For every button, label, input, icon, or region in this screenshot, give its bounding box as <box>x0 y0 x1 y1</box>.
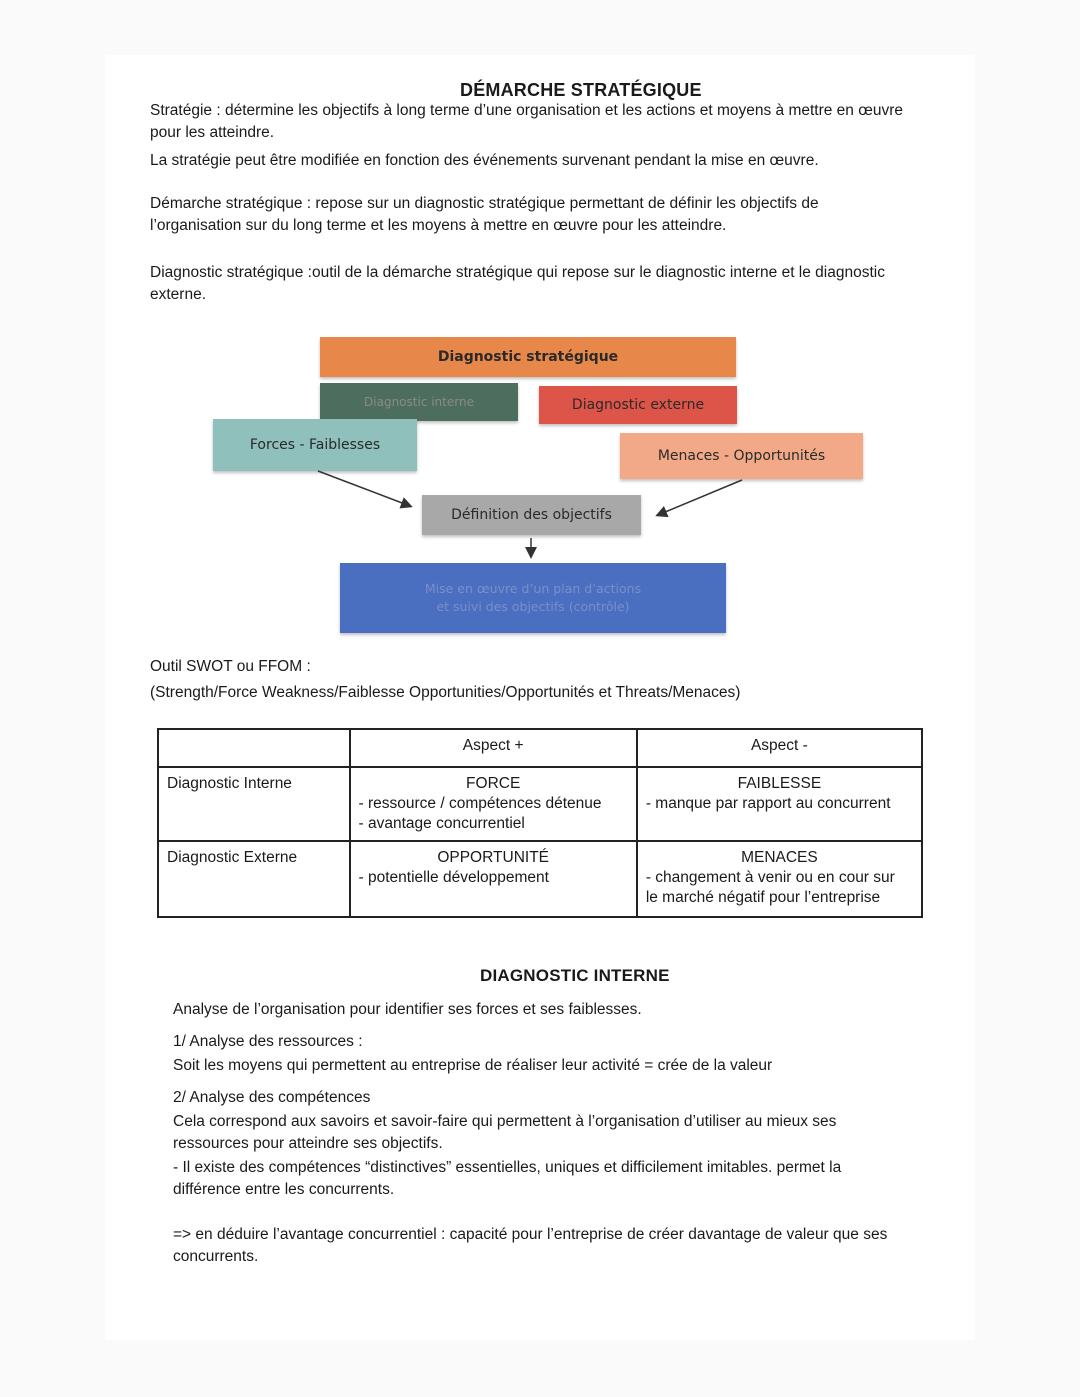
table-row <box>158 729 922 767</box>
swot-subtitle: (Strength/Force Weakness/Faiblesse Opportunities/Opportunités et Threats/Menaces) <box>150 684 741 701</box>
demarche-text: : repose sur un diagnostic stratégique permettant de définir les objectifs de l’organisation sur du long terme et les moyens à mettre en œuvre pour les atteindre. <box>150 195 819 234</box>
cell-faiblesse <box>637 767 922 841</box>
demarche-term: Démarche stratégique <box>150 195 303 212</box>
skills-heading: 2/ Analyse des compétences <box>173 1089 371 1106</box>
force-line2: - avantage concurrentiel <box>358 815 525 832</box>
row-label-internal: Diagnostic Interne <box>158 767 350 841</box>
resources-heading: 1/ Analyse des ressources : <box>173 1033 363 1050</box>
faiblesse-title: FAIBLESSE <box>737 775 822 792</box>
opportunite-line1: - potentielle développement <box>358 869 549 886</box>
arrow-strengths-to-objectives <box>318 471 410 506</box>
menaces-line2: le marché négatif pour l’entreprise <box>645 889 881 906</box>
diagram-box-internal-diagnosis: Diagnostic interne <box>320 383 518 421</box>
strategie-line2: La stratégie peut être modifiée en fonction des événements survenant pendant la mise en œuvre. <box>150 152 819 169</box>
diagram-box-strengths-weaknesses: Forces - Faiblesses <box>213 419 417 471</box>
skills-text-2: - Il existe des compétences “distinctives” essentielles, uniques et difficilement imitables. permet la différence entre les concurrents. <box>173 1159 842 1198</box>
diagram-box-external-diagnosis: Diagnostic externe <box>539 386 737 424</box>
internal-intro: Analyse de l’organisation pour identifier ses forces et ses faiblesses. <box>173 1001 642 1018</box>
skills-text: Cela correspond aux savoirs et savoir-faire qui permettent à l’organisation d’utiliser au mieux ses ressources pour atteindre ses objectifs. <box>173 1113 837 1152</box>
strategie-text: : détermine les objectifs à long terme d’une organisation et les actions et moyens à mettre en œuvre pour les atteindre. <box>150 102 904 141</box>
strategie-term: Stratégie <box>150 102 213 119</box>
row-label-external: Diagnostic Externe <box>158 841 350 917</box>
cell-menaces <box>637 841 922 917</box>
resources-text: Soit les moyens qui permettent au entreprise de réaliser leur activité = crée de la valeur <box>173 1057 773 1074</box>
diagram-box-objectives: Définition des objectifs <box>422 495 641 535</box>
diagnostic-term: Diagnostic stratégique <box>150 264 304 281</box>
header-aspect-plus: Aspect + <box>350 729 637 767</box>
header-aspect-minus: Aspect - <box>637 729 922 767</box>
section-title-internal: DIAGNOSTIC INTERNE <box>480 966 670 985</box>
diagram-box-threats-opportunities: Menaces - Opportunités <box>620 433 863 479</box>
force-title: FORCE <box>466 775 521 792</box>
arrow-threats-to-objectives <box>658 480 742 515</box>
opportunite-title: OPPORTUNITÉ <box>437 849 549 866</box>
table-cell-empty <box>158 729 350 767</box>
table-row <box>158 841 922 917</box>
swot-title: Outil SWOT ou FFOM : <box>150 658 311 675</box>
page-title: DÉMARCHE STRATÉGIQUE <box>460 80 702 100</box>
table-row <box>158 767 922 841</box>
plan-line1: Mise en œuvre d’un plan d’actions <box>424 581 642 596</box>
swot-table <box>157 728 923 918</box>
cell-opportunite <box>350 841 637 917</box>
menaces-line1: - changement à venir ou en cour sur <box>645 869 895 886</box>
menaces-title: MENACES <box>741 849 818 866</box>
diagnostic-text: :outil de la démarche stratégique qui repose sur le diagnostic interne et le diagnostic externe. <box>150 264 885 303</box>
diagram-box-strategic-diagnosis: Diagnostic stratégique <box>320 337 736 377</box>
cell-force <box>350 767 637 841</box>
force-line1: - ressource / compétences détenue <box>358 795 602 812</box>
faiblesse-line1: - manque par rapport au concurrent <box>645 795 891 812</box>
conclusion: => en déduire l’avantage concurrentiel : capacité pour l’entreprise de créer davantage de valeur que ses concurrents. <box>173 1226 888 1265</box>
plan-line2: et suivi des objectifs (contrôle) <box>436 599 630 614</box>
